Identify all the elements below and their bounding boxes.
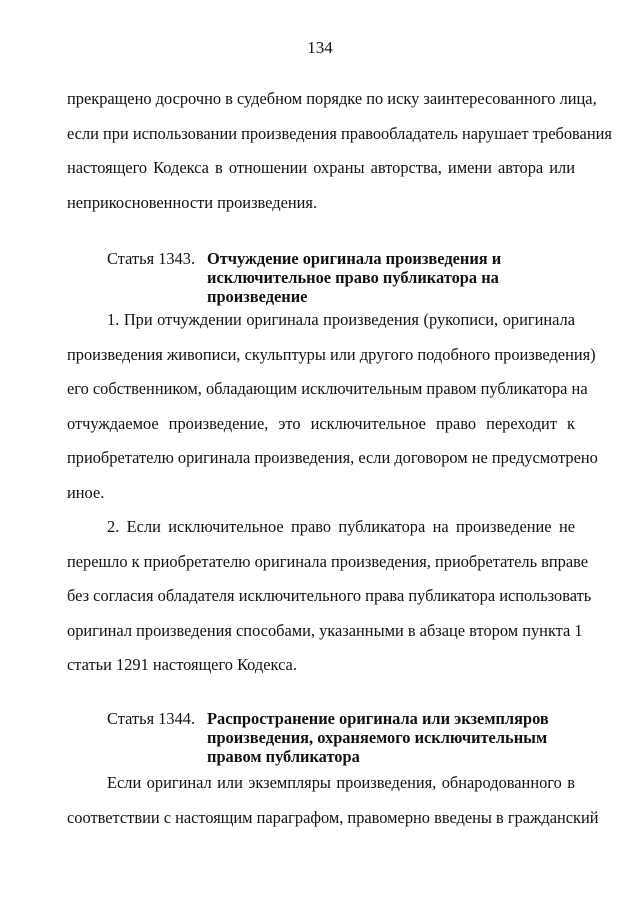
article-number: Статья 1344. [107,709,196,728]
text-line: отчуждаемое произведение, это исключительное право переходит к [67,413,575,433]
article-title-line: правом публикатора [207,747,360,766]
text-line: его собственником, обладающим исключительным правом публикатора на [67,379,588,399]
text-line: 2. Если исключительное право публикатора на произведение не [107,517,575,536]
text-line: Если оригинал или экземпляры произведения, обнародованного в [107,773,575,792]
article-title-line: произведения, охраняемого исключительным [207,728,548,747]
paragraph-intro [67,82,612,220]
article-1343-heading [107,249,577,306]
article-title-line: исключительное право публикатора на [207,268,499,287]
page-number: 134 [307,38,333,57]
text-line: статьи 1291 настоящего Кодекса. [67,655,297,675]
text-line: неприкосновенности произведения. [67,192,318,212]
paragraph-1344 [67,766,599,835]
text-line: без согласия обладателя исключительного права публикатора использовать [67,586,592,606]
article-number: Статья 1343. [107,249,196,268]
text-line: перешло к приобретателю оригинала произведения, приобретатель вправе [67,551,589,571]
article-1344-heading [107,709,577,766]
text-line: настоящего Кодекса в отношении охраны авторства, имени автора или [67,158,575,178]
text-line: иное. [67,482,105,502]
text-line: произведения живописи, скульптуры или другого подобного произведения) [67,344,596,364]
text-line: если при использовании произведения правообладатель нарушает требования [67,123,612,143]
article-title [207,709,577,766]
text-line: оригинал произведения способами, указанными в абзаце втором пункта 1 [67,620,583,640]
text-line: приобретателю оригинала произведения, если договором не предусмотрено [67,448,598,468]
text-line: прекращено досрочно в судебном порядке по иску заинтересованного лица, [67,89,597,108]
text-line: соответствии с настоящим параграфом, правомерно введены в гражданский [67,807,599,827]
paragraph-1343-item-2 [67,510,592,683]
paragraph-1343-item-1 [67,303,598,511]
article-title-line: Отчуждение оригинала произведения и [207,249,502,268]
article-title [207,249,577,306]
text-line: 1. При отчуждении оригинала произведения (рукописи, оригинала [107,310,575,329]
article-title-line: произведение [207,287,308,306]
article-title-line: Распространение оригинала или экземпляров [207,709,549,728]
